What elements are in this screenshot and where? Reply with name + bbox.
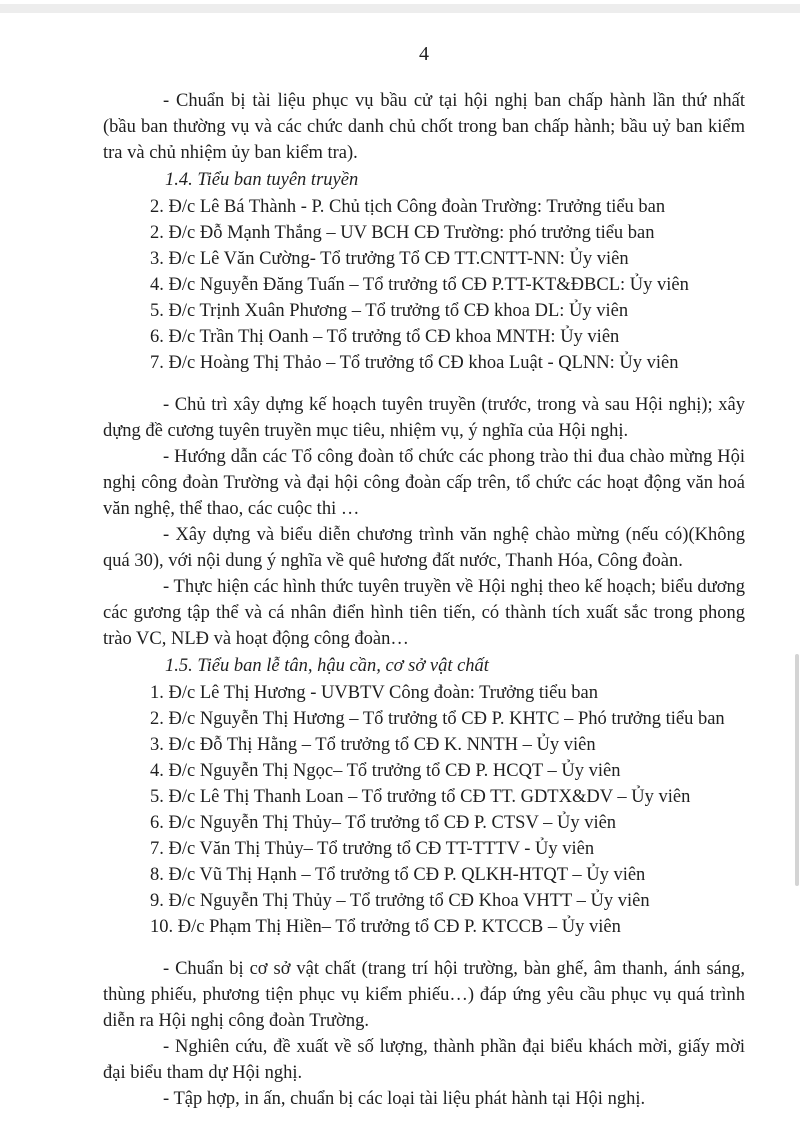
page-number: 4 xyxy=(419,43,429,65)
scrollbar-thumb[interactable] xyxy=(795,654,799,886)
list-item: 5. Đ/c Trịnh Xuân Phương – Tổ trưởng tổ CĐ khoa DL: Ủy viên xyxy=(150,301,629,321)
list-item: 4. Đ/c Nguyễn Đăng Tuấn – Tổ trưởng tổ CĐ P.TT-KT&ĐBCL: Ủy viên xyxy=(150,275,689,295)
section-heading: 1.4. Tiểu ban tuyên truyền xyxy=(165,170,359,190)
list-item: 3. Đ/c Đỗ Thị Hằng – Tổ trưởng tổ CĐ K. NNTH – Ủy viên xyxy=(150,735,596,755)
paragraph: - Thực hiện các hình thức tuyên truyền về Hội nghị theo kế hoạch; biểu dương các gương tập thể và cá nhân điển hình tiên tiến, có thành tích xuất sắc trong phong trào VC, NLĐ và hoạt động công đoàn… xyxy=(103,577,745,649)
paragraph: - Tập hợp, in ấn, chuẩn bị các loại tài liệu phát hành tại Hội nghị. xyxy=(163,1089,646,1109)
paragraph: - Xây dựng và biểu diễn chương trình văn nghệ chào mừng (nếu có)(Không quá 30), với nội dung ý nghĩa về quê hương đất nước, Thanh Hóa, Công đoàn. xyxy=(103,525,745,571)
list-item: 3. Đ/c Lê Văn Cường- Tổ trưởng Tổ CĐ TT.CNTT-NN: Ủy viên xyxy=(150,249,629,269)
section-heading: 1.5. Tiểu ban lễ tân, hậu cần, cơ sở vật chất xyxy=(165,656,489,676)
list-item: 7. Đ/c Hoàng Thị Thảo – Tổ trưởng tổ CĐ khoa Luật - QLNN: Ủy viên xyxy=(150,353,679,373)
list-item: 2. Đ/c Lê Bá Thành - P. Chủ tịch Công đoàn Trường: Trưởng tiểu ban xyxy=(150,197,666,217)
member-list xyxy=(103,194,745,376)
paragraph: - Chuẩn bị cơ sở vật chất (trang trí hội trường, bàn ghế, âm thanh, ánh sáng, thùng phiếu, phương tiện phục vụ kiểm phiếu…) đáp ứng yêu cầu phục vụ quá trình diễn ra Hội nghị công đoàn Trường. xyxy=(103,959,745,1031)
paragraph: - Hướng dẫn các Tổ công đoàn tổ chức các phong trào thi đua chào mừng Hội nghị công đoàn Trường và đại hội công đoàn cấp trên, tổ chức các hoạt động văn hoá văn nghệ, thể thao, các cuộc thi … xyxy=(103,447,745,519)
list-item: 9. Đ/c Nguyễn Thị Thủy – Tổ trưởng tổ CĐ Khoa VHTT – Ủy viên xyxy=(150,891,650,911)
document-content xyxy=(103,88,745,1112)
list-item: 10. Đ/c Phạm Thị Hiền– Tổ trưởng tổ CĐ P. KTCCB – Ủy viên xyxy=(150,917,621,937)
list-item: 8. Đ/c Vũ Thị Hạnh – Tổ trưởng tổ CĐ P. QLKH-HTQT – Ủy viên xyxy=(150,865,646,885)
paragraph: - Chuẩn bị tài liệu phục vụ bầu cử tại hội nghị ban chấp hành lần thứ nhất (bầu ban thường vụ và các chức danh chủ chốt trong ban chấp hành; bầu uỷ ban kiểm tra và chủ nhiệm ủy ban kiểm tra). xyxy=(103,91,745,163)
paragraph: - Chủ trì xây dựng kế hoạch tuyên truyền (trước, trong và sau Hội nghị); xây dựng đề cương tuyên truyền mục tiêu, nhiệm vụ, ý nghĩa của Hội nghị. xyxy=(103,395,745,441)
paragraph: - Nghiên cứu, đề xuất về số lượng, thành phần đại biểu khách mời, giấy mời đại biểu tham dự Hội nghị. xyxy=(103,1037,745,1083)
member-list xyxy=(103,680,745,940)
list-item: 2. Đ/c Đỗ Mạnh Thắng – UV BCH CĐ Trường: phó trưởng tiểu ban xyxy=(150,223,655,243)
list-item: 5. Đ/c Lê Thị Thanh Loan – Tổ trưởng tổ CĐ TT. GDTX&DV – Ủy viên xyxy=(150,787,691,807)
list-item: 2. Đ/c Nguyễn Thị Hương – Tổ trưởng tổ CĐ P. KHTC – Phó trưởng tiểu ban xyxy=(150,709,725,729)
list-item: 1. Đ/c Lê Thị Hương - UVBTV Công đoàn: Trưởng tiểu ban xyxy=(150,683,598,703)
list-item: 4. Đ/c Nguyễn Thị Ngọc– Tổ trưởng tổ CĐ P. HCQT – Ủy viên xyxy=(150,761,621,781)
list-item: 6. Đ/c Trần Thị Oanh – Tổ trưởng tổ CĐ khoa MNTH: Ủy viên xyxy=(150,327,620,347)
list-item: 6. Đ/c Nguyễn Thị Thủy– Tổ trưởng tổ CĐ P. CTSV – Ủy viên xyxy=(150,813,617,833)
list-item: 7. Đ/c Văn Thị Thủy– Tổ trưởng tổ CĐ TT-TTTV - Ủy viên xyxy=(150,839,595,859)
